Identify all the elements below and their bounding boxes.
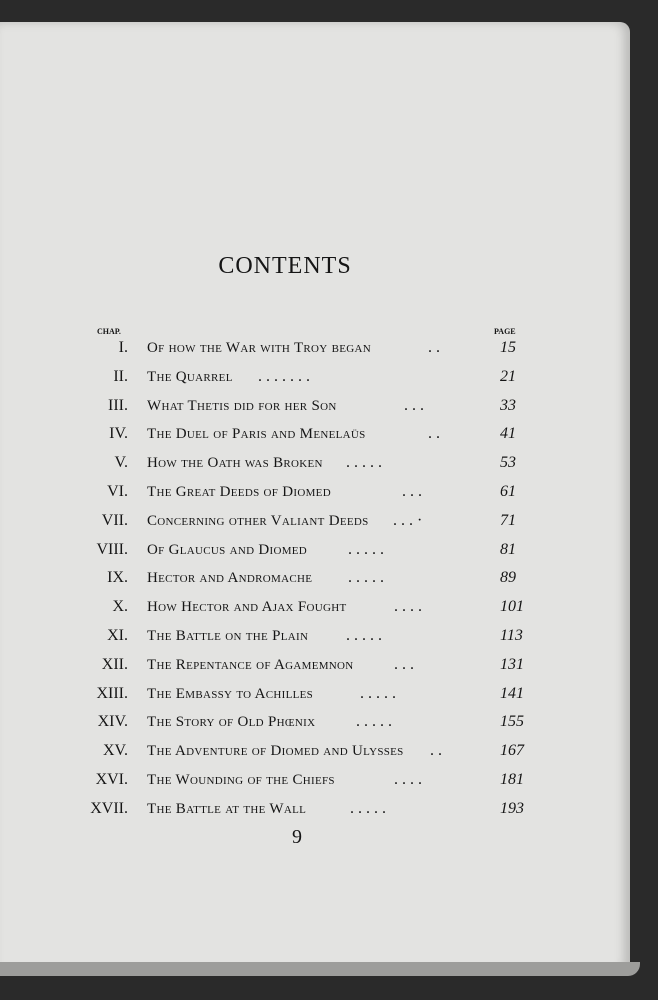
contents-entry — [0, 338, 630, 367]
page-number: 33 — [500, 396, 516, 414]
dot-leader: . . . . . — [346, 454, 382, 472]
chapter-title: The Wounding of the Chiefs — [147, 771, 335, 788]
chapter-title: Of Glaucus and Diomed — [147, 541, 308, 558]
chapter-title: The Repentance of Agamemnon — [147, 656, 354, 673]
chapter-number: XVII. — [90, 799, 128, 817]
chapter-number: IX. — [107, 569, 128, 587]
chapter-number: XV. — [102, 742, 128, 760]
dot-leader: . . — [428, 425, 440, 443]
chapter-title: The Battle on the Plain — [147, 627, 309, 644]
dot-leader: . . . . . — [360, 684, 396, 702]
chapter-number: II. — [113, 367, 128, 385]
chapter-title: The Story of Old Phœnix — [147, 714, 316, 731]
contents-entry — [0, 684, 630, 713]
page-number: 131 — [500, 655, 524, 673]
dot-leader: . . — [428, 339, 440, 356]
contents-entry — [0, 396, 630, 425]
dot-leader: . . — [430, 742, 442, 760]
contents-entry — [0, 453, 630, 482]
chapter-number: XIV. — [97, 713, 128, 731]
chapter-number: V. — [114, 454, 128, 472]
page-number: 71 — [500, 511, 516, 529]
chapter-title: Hector and Andromache — [147, 570, 313, 587]
contents-entry — [0, 367, 630, 396]
chapter-number: VII. — [101, 511, 128, 529]
dot-leader: . . . . . — [346, 626, 382, 644]
page-number: 15 — [500, 339, 516, 356]
contents-entry — [0, 511, 630, 540]
page-number: 167 — [500, 742, 524, 760]
page-edge — [0, 962, 640, 976]
contents-entry — [0, 799, 630, 828]
chapter-title: Concerning other Valiant Deeds — [147, 512, 369, 529]
chapter-title: The Battle at the Wall — [147, 800, 307, 817]
dot-leader: . . . — [402, 482, 422, 500]
chapter-title: What Thetis did for her Son — [147, 397, 337, 414]
chapter-column-label: CHAP. — [97, 327, 121, 336]
dot-leader: . . . . . — [348, 569, 384, 587]
contents-entry — [0, 597, 630, 626]
chapter-number: XI. — [107, 626, 128, 644]
page-number: 81 — [500, 540, 516, 558]
chapter-number: VIII. — [96, 540, 128, 558]
chapter-number: III. — [108, 396, 128, 414]
page-number: 181 — [500, 770, 524, 788]
page-number: 53 — [500, 454, 516, 472]
contents-entry — [0, 655, 630, 684]
page-number: 141 — [500, 684, 524, 702]
page-number: 113 — [500, 626, 523, 644]
chapter-title: The Quarrel — [147, 368, 233, 385]
page-number: 193 — [500, 799, 524, 817]
contents-entry — [0, 424, 630, 453]
chapter-number: VI. — [107, 482, 128, 500]
dot-leader: . . . . — [394, 770, 422, 788]
page-number: 61 — [500, 482, 516, 500]
dot-leader: . . . . . — [356, 713, 392, 731]
dot-leader: . . . . — [394, 598, 422, 616]
contents-entry — [0, 741, 630, 770]
chapter-number: X. — [112, 598, 128, 616]
page-number: 21 — [500, 367, 516, 385]
contents-entry — [0, 540, 630, 569]
page-number: 155 — [500, 713, 524, 731]
contents-list — [0, 338, 630, 828]
chapter-number: XII. — [101, 655, 128, 673]
page-folio: 9 — [292, 826, 302, 848]
page-number: 89 — [500, 569, 516, 587]
chapter-title: How Hector and Ajax Fought — [147, 599, 347, 616]
contents-entry — [0, 712, 630, 741]
chapter-number: XVI. — [95, 770, 128, 788]
chapter-number: I. — [118, 339, 128, 356]
page-title: CONTENTS — [218, 253, 352, 279]
dot-leader: . . . . . — [350, 799, 386, 817]
dot-leader: . . . . . — [348, 540, 384, 558]
contents-entry — [0, 482, 630, 511]
chapter-number: IV. — [109, 425, 128, 443]
dot-leader: . . . . . . . — [258, 367, 310, 385]
chapter-number: XIII. — [96, 684, 128, 702]
page-column-label: PAGE — [494, 327, 516, 336]
dot-leader: . . . — [394, 655, 414, 673]
page-number: 41 — [500, 425, 516, 443]
contents-entry — [0, 770, 630, 799]
chapter-title: How the Oath was Broken — [147, 455, 323, 472]
contents-entry — [0, 568, 630, 597]
chapter-title: The Adventure of Diomed and Ulysses — [147, 743, 404, 760]
page-number: 101 — [500, 598, 524, 616]
chapter-title: The Embassy to Achilles — [147, 685, 314, 702]
dot-leader: . . . — [404, 396, 424, 414]
dot-leader: . . . · — [393, 511, 423, 529]
chapter-title: The Great Deeds of Diomed — [147, 483, 331, 500]
chapter-title: Of how the War with Troy began — [147, 340, 371, 356]
chapter-title: The Duel of Paris and Menelaüs — [147, 426, 366, 443]
contents-entry — [0, 626, 630, 655]
